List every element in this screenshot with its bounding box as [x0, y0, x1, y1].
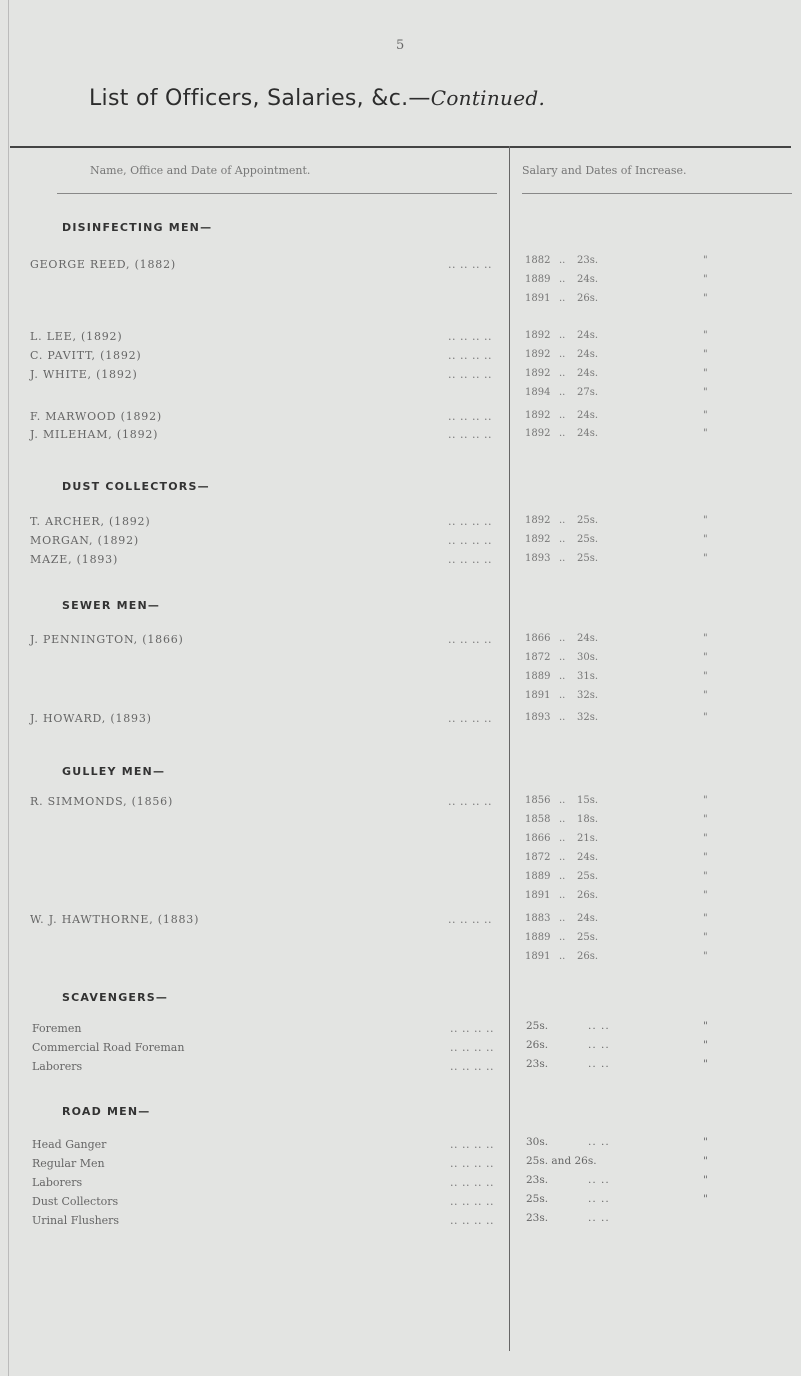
salary-row: [525, 255, 715, 269]
salary-separator: ..: [559, 833, 566, 844]
ditto-mark: ": [703, 690, 708, 701]
salary-amount: 25s.: [577, 932, 599, 943]
salary-row: [526, 1020, 716, 1034]
entry-regular-men: Regular Men .. .. .. ..: [32, 1157, 494, 1170]
salary-row: [525, 293, 715, 307]
salary-row: [525, 652, 715, 666]
ditto-mark: ": [703, 1136, 708, 1148]
salary-year: 1893: [525, 712, 551, 723]
salary-row: [526, 1058, 716, 1072]
salary-year: 1882: [525, 255, 551, 266]
salary-separator: ..: [559, 387, 566, 398]
salary-amount: 15s.: [577, 795, 599, 806]
ditto-mark: ": [703, 255, 708, 266]
ditto-mark: ": [703, 633, 708, 644]
salary-amount: 25s.: [577, 534, 599, 545]
ditto-mark: ": [703, 553, 708, 564]
salary-separator: ..: [559, 410, 566, 421]
salary-amount: 25s.: [526, 1020, 549, 1032]
salary-row: [525, 833, 715, 847]
entry-l-lee: L. LEE, (1892) .. .. .. ..: [30, 330, 492, 343]
salary-row: [526, 1174, 716, 1188]
section-scavengers: SCAVENGERS—: [62, 991, 169, 1004]
salary-separator: ..: [559, 913, 566, 924]
entry-j-pennington: J. PENNINGTON, (1866) .. .. .. ..: [30, 633, 492, 646]
salary-amount: 25s.: [577, 553, 599, 564]
entry-w-j-hawthorne: W. J. HAWTHORNE, (1883) .. .. .. ..: [30, 913, 492, 926]
leader-dots: .. ..: [588, 1174, 610, 1186]
salary-row: [525, 633, 715, 647]
salary-year: 1872: [525, 852, 551, 863]
salary-year: 1892: [525, 330, 551, 341]
salary-amount: 24s.: [577, 633, 599, 644]
entry-morgan: MORGAN, (1892) .. .. .. ..: [30, 534, 492, 547]
salary-amount: 21s.: [577, 833, 599, 844]
salary-year: 1892: [525, 534, 551, 545]
ditto-mark: ": [703, 671, 708, 682]
salary-year: 1891: [525, 890, 551, 901]
salary-year: 1856: [525, 795, 551, 806]
salary-separator: ..: [559, 671, 566, 682]
salary-amount: 24s.: [577, 852, 599, 863]
salary-amount: 25s.: [526, 1193, 549, 1205]
salary-year: 1889: [525, 274, 551, 285]
salary-year: 1894: [525, 387, 551, 398]
leader-dots: .. ..: [588, 1136, 610, 1148]
leader-dots: .. ..: [588, 1058, 610, 1070]
salary-separator: ..: [559, 515, 566, 526]
ditto-mark: ": [703, 1020, 708, 1032]
ditto-mark: ": [703, 349, 708, 360]
salary-separator: ..: [559, 890, 566, 901]
section-sewer-men: SEWER MEN—: [62, 599, 161, 612]
ditto-mark: ": [703, 1155, 708, 1167]
salary-separator: ..: [559, 553, 566, 564]
salary-amount: 31s.: [577, 671, 599, 682]
entry-laborers-road: Laborers .. .. .. ..: [32, 1176, 494, 1189]
salary-row: [525, 890, 715, 904]
ditto-mark: ": [703, 795, 708, 806]
ditto-mark: ": [703, 833, 708, 844]
ditto-mark: ": [703, 814, 708, 825]
salary-separator: ..: [559, 712, 566, 723]
entry-commercial-road-foreman: Commercial Road Foreman .. .. .. ..: [32, 1041, 494, 1054]
ditto-mark: ": [703, 871, 708, 882]
salary-amount: 30s.: [526, 1136, 549, 1148]
title-main: List of Officers, Salaries, &c.—: [89, 86, 431, 111]
salary-row: [525, 368, 715, 382]
salary-amount: 24s.: [577, 330, 599, 341]
salary-row: [525, 795, 715, 809]
header-rule-left: [57, 193, 497, 194]
salary-separator: ..: [559, 633, 566, 644]
salary-amount: 25s.: [577, 871, 599, 882]
salary-year: 1889: [525, 932, 551, 943]
salary-year: 1892: [525, 410, 551, 421]
salary-year: 1892: [525, 428, 551, 439]
salary-amount: 32s.: [577, 712, 599, 723]
salary-year: 1891: [525, 951, 551, 962]
entry-f-marwood: F. MARWOOD (1892) .. .. .. ..: [30, 410, 492, 423]
salary-amount: 32s.: [577, 690, 599, 701]
salary-year: 1891: [525, 690, 551, 701]
ditto-mark: ": [703, 387, 708, 398]
ditto-mark: ": [703, 534, 708, 545]
salary-amount: 30s.: [577, 652, 599, 663]
section-road-men: ROAD MEN—: [62, 1105, 151, 1118]
salary-amount: 23s.: [577, 255, 599, 266]
salary-amount: 25s.: [577, 515, 599, 526]
ditto-mark: ": [703, 1193, 708, 1205]
salary-separator: ..: [559, 330, 566, 341]
column-header-salary: Salary and Dates of Increase.: [522, 164, 687, 177]
salary-row: [525, 534, 715, 548]
ditto-mark: ": [703, 890, 708, 901]
salary-amount: 23s.: [526, 1174, 549, 1186]
entry-head-ganger: Head Ganger .. .. .. ..: [32, 1138, 494, 1151]
salary-year: 1893: [525, 553, 551, 564]
salary-row: [525, 274, 715, 288]
ditto-mark: ": [703, 652, 708, 663]
salary-separator: ..: [559, 534, 566, 545]
section-gulley-men: GULLEY MEN—: [62, 765, 166, 778]
ditto-mark: ": [703, 330, 708, 341]
salary-amount: 26s.: [577, 951, 599, 962]
salary-row: [526, 1136, 716, 1150]
entry-urinal-flushers: Urinal Flushers .. .. .. ..: [32, 1214, 494, 1227]
salary-amount: 24s.: [577, 274, 599, 285]
page-edge: [8, 0, 9, 1376]
salary-year: 1892: [525, 349, 551, 360]
salary-amount: 25s. and 26s.: [526, 1155, 597, 1167]
salary-row: [525, 349, 715, 363]
salary-separator: ..: [559, 255, 566, 266]
salary-separator: ..: [559, 274, 566, 285]
ditto-mark: ": [703, 1058, 708, 1070]
salary-separator: ..: [559, 871, 566, 882]
salary-separator: ..: [559, 814, 566, 825]
salary-year: 1892: [525, 515, 551, 526]
salary-row: [526, 1155, 716, 1169]
salary-row: [525, 671, 715, 685]
section-dust-collectors: DUST COLLECTORS—: [62, 480, 210, 493]
salary-amount: 27s.: [577, 387, 599, 398]
salary-amount: 26s.: [526, 1039, 549, 1051]
salary-amount: 26s.: [577, 293, 599, 304]
salary-year: 1889: [525, 671, 551, 682]
salary-amount: 24s.: [577, 913, 599, 924]
ditto-mark: ": [703, 293, 708, 304]
column-header-name: Name, Office and Date of Appointment.: [90, 164, 311, 177]
salary-year: 1892: [525, 368, 551, 379]
salary-year: 1891: [525, 293, 551, 304]
salary-row: [526, 1193, 716, 1207]
entry-dust-collectors: Dust Collectors .. .. .. ..: [32, 1195, 494, 1208]
salary-separator: ..: [559, 428, 566, 439]
entry-maze: MAZE, (1893) .. .. .. ..: [30, 553, 492, 566]
salary-row: [525, 690, 715, 704]
salary-year: 1858: [525, 814, 551, 825]
salary-row: [525, 330, 715, 344]
salary-year: 1866: [525, 633, 551, 644]
leader-dots: .. ..: [588, 1020, 610, 1032]
salary-separator: ..: [559, 368, 566, 379]
ditto-mark: ": [703, 1174, 708, 1186]
salary-year: 1866: [525, 833, 551, 844]
salary-row: [525, 712, 715, 726]
salary-separator: ..: [559, 951, 566, 962]
salary-separator: ..: [559, 795, 566, 806]
ditto-mark: ": [703, 951, 708, 962]
column-divider: [509, 146, 510, 1351]
salary-row: [526, 1212, 716, 1226]
salary-amount: 24s.: [577, 428, 599, 439]
entry-laborers-scavengers: Laborers .. .. .. ..: [32, 1060, 494, 1073]
salary-amount: 24s.: [577, 368, 599, 379]
leader-dots: .. ..: [588, 1193, 610, 1205]
salary-year: 1889: [525, 871, 551, 882]
salary-amount: 24s.: [577, 349, 599, 360]
salary-row: [525, 515, 715, 529]
salary-separator: ..: [559, 932, 566, 943]
ditto-mark: ": [703, 852, 708, 863]
salary-separator: ..: [559, 349, 566, 360]
section-disinfecting-men: DISINFECTING MEN—: [62, 221, 213, 234]
salary-amount: 23s.: [526, 1058, 549, 1070]
page-title: [89, 86, 545, 111]
header-rule-right: [522, 193, 792, 194]
salary-row: [525, 913, 715, 927]
salary-separator: ..: [559, 652, 566, 663]
salary-amount: 26s.: [577, 890, 599, 901]
ditto-mark: ": [703, 1039, 708, 1051]
leader-dots: .. ..: [588, 1039, 610, 1051]
salary-year: 1872: [525, 652, 551, 663]
salary-row: [525, 387, 715, 401]
salary-row: [526, 1039, 716, 1053]
entry-foremen: Foremen .. .. .. ..: [32, 1022, 494, 1035]
page-number: 5: [396, 38, 405, 53]
entry-j-mileham: J. MILEHAM, (1892) .. .. .. ..: [30, 428, 492, 441]
salary-amount: 23s.: [526, 1212, 549, 1224]
title-continued: Continued.: [430, 86, 546, 110]
salary-row: [525, 871, 715, 885]
ditto-mark: ": [703, 913, 708, 924]
entry-j-white: J. WHITE, (1892) .. .. .. ..: [30, 368, 492, 381]
salary-row: [525, 951, 715, 965]
entry-c-pavitt: C. PAVITT, (1892) .. .. .. ..: [30, 349, 492, 362]
salary-separator: ..: [559, 690, 566, 701]
salary-year: 1883: [525, 913, 551, 924]
entry-george-reed: GEORGE REED, (1882) .. .. .. ..: [30, 258, 492, 271]
ditto-mark: ": [703, 274, 708, 285]
entry-t-archer: T. ARCHER, (1892) .. .. .. ..: [30, 515, 492, 528]
ditto-mark: ": [703, 410, 708, 421]
salary-separator: ..: [559, 852, 566, 863]
ditto-mark: ": [703, 428, 708, 439]
salary-row: [525, 553, 715, 567]
leader-dots: .. ..: [588, 1212, 610, 1224]
ditto-mark: ": [703, 932, 708, 943]
salary-amount: 18s.: [577, 814, 599, 825]
entry-j-howard: J. HOWARD, (1893) .. .. .. ..: [30, 712, 492, 725]
ditto-mark: ": [703, 368, 708, 379]
ditto-mark: ": [703, 515, 708, 526]
salary-row: [525, 932, 715, 946]
salary-separator: ..: [559, 293, 566, 304]
ditto-mark: ": [703, 712, 708, 723]
top-rule: [10, 146, 791, 148]
salary-row: [525, 410, 715, 424]
salary-row: [525, 428, 715, 442]
entry-r-simmonds: R. SIMMONDS, (1856) .. .. .. ..: [30, 795, 492, 808]
salary-amount: 24s.: [577, 410, 599, 421]
salary-row: [525, 852, 715, 866]
salary-row: [525, 814, 715, 828]
